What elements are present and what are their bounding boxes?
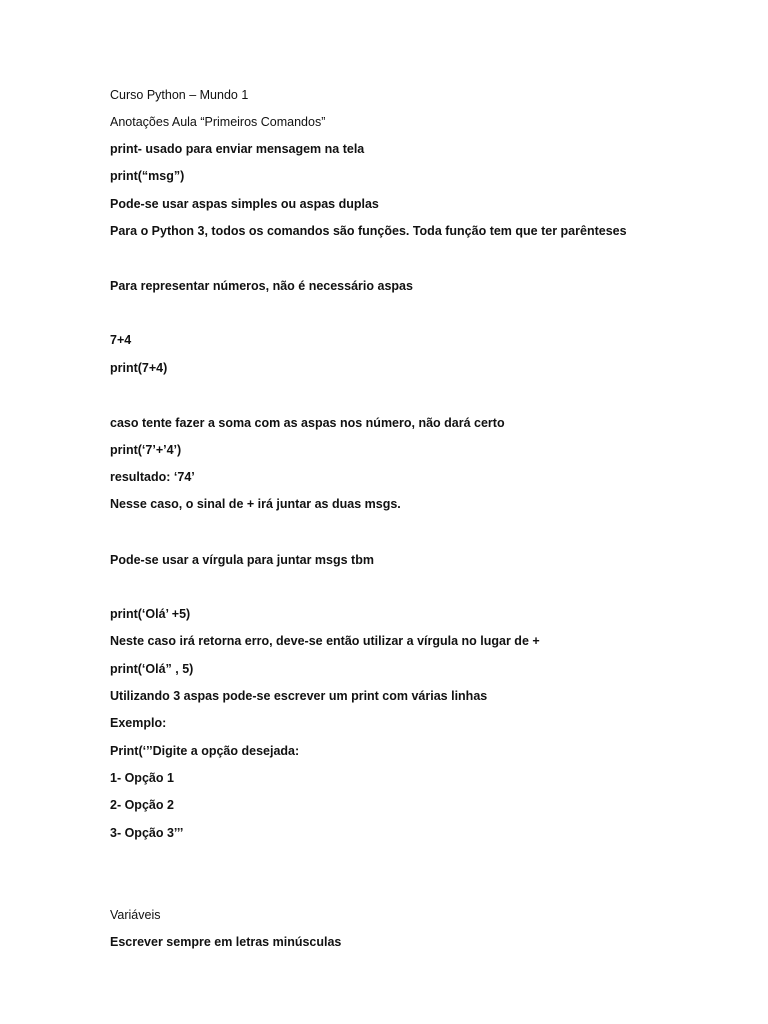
code-line: 7+4 — [110, 333, 132, 347]
text-line: Neste caso irá retorna erro, deve-se então utilizar a vírgula no lugar de + — [110, 634, 540, 648]
code-line: print(‘Olá’ +5) — [110, 607, 191, 621]
code-line: 2- Opção 2 — [110, 798, 174, 812]
text-line: Pode-se usar aspas simples ou aspas duplas — [110, 197, 379, 211]
text-line: resultado: ‘74’ — [110, 470, 195, 484]
course-title: Curso Python – Mundo 1 — [110, 88, 249, 102]
text-line: caso tente fazer a soma com as aspas nos número, não dará certo — [110, 416, 505, 430]
section-heading: Variáveis — [110, 908, 161, 922]
text-line: Utilizando 3 aspas pode-se escrever um print com várias linhas — [110, 689, 488, 703]
code-line: 3- Opção 3’’’ — [110, 826, 184, 840]
code-line: print(‘Olá” , 5) — [110, 662, 194, 676]
text-line: print- usado para enviar mensagem na tela — [110, 142, 365, 156]
lesson-title: Anotações Aula “Primeiros Comandos” — [110, 115, 326, 129]
code-line: print(7+4) — [110, 361, 168, 375]
code-line: print(‘7’+’4’) — [110, 443, 182, 457]
text-line: Escrever sempre em letras minúsculas — [110, 935, 342, 949]
text-line: Para representar números, não é necessário aspas — [110, 279, 413, 293]
text-line: Nesse caso, o sinal de + irá juntar as duas msgs. — [110, 497, 401, 511]
code-line: Print(‘’’Digite a opção desejada: — [110, 744, 300, 758]
code-line: 1- Opção 1 — [110, 771, 174, 785]
text-line: Pode-se usar a vírgula para juntar msgs tbm — [110, 553, 374, 567]
text-line: Exemplo: — [110, 716, 167, 730]
text-line: Para o Python 3, todos os comandos são funções. Toda função tem que ter parênteses — [110, 224, 627, 238]
code-line: print(“msg”) — [110, 169, 185, 183]
